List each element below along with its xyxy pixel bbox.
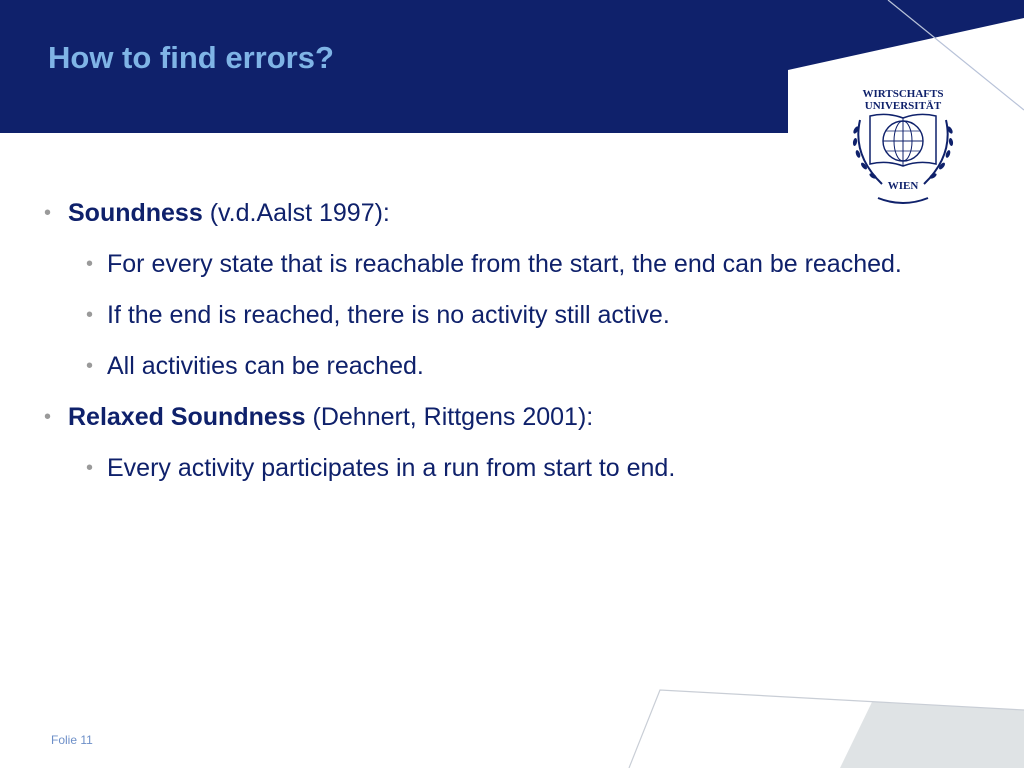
slide-number: Folie 11 — [51, 733, 93, 747]
bullet-list — [44, 196, 924, 502]
list-item-text: All activities can be reached. — [107, 352, 424, 380]
logo-line-1: WIRTSCHAFTS — [862, 88, 944, 100]
bullet-icon: • — [44, 202, 52, 224]
list-item-relaxed-soundness — [44, 400, 924, 435]
list-item — [44, 451, 924, 486]
list-item-text: For every state that is reachable from the start, the end can be reached. — [107, 250, 902, 278]
list-item-soundness — [44, 196, 924, 231]
bullet-icon: • — [44, 406, 52, 428]
list-item-text: Every activity participates in a run from start to end. — [107, 454, 676, 482]
list-item — [44, 349, 924, 384]
bullet-icon: • — [86, 355, 94, 377]
term-soundness: Soundness — [68, 199, 203, 227]
term-relaxed-soundness: Relaxed Soundness — [68, 403, 306, 431]
citation-relaxed-soundness: (Dehnert, Rittgens 2001): — [305, 403, 594, 431]
list-item-text: If the end is reached, there is no activity still active. — [107, 301, 670, 329]
citation-soundness: (v.d.Aalst 1997): — [202, 199, 390, 227]
bullet-icon: • — [86, 457, 94, 479]
bullet-icon: • — [86, 304, 94, 326]
bullet-icon: • — [86, 253, 94, 275]
logo-line-3: WIEN — [887, 180, 919, 192]
slide-title: How to find errors? — [48, 40, 334, 75]
university-logo — [830, 80, 976, 208]
list-item — [44, 247, 924, 282]
logo-line-2: UNIVERSITÄT — [864, 100, 942, 112]
footer-corner-decoration — [600, 680, 1024, 768]
list-item — [44, 298, 924, 333]
